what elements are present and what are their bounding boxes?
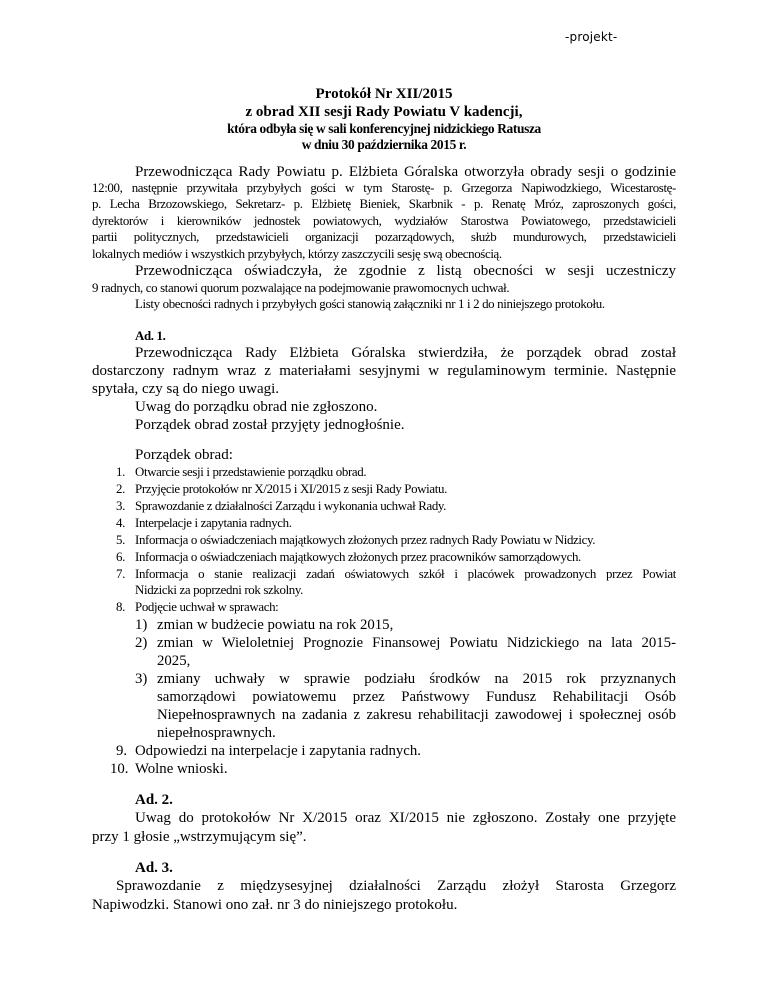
subitem-continuation: samorządowi powiatowemu przez Państwowy Fundusz Rehabilitacji Osób — [157, 689, 676, 705]
agenda-item: Przyjęcie protokołów nr X/2015 i XI/2015 z sesji Rady Powiatu. — [135, 482, 447, 496]
intro-line: lokalnych mediów i wszystkich przybyłych, którzy zaszczycili sesję swą obecnością. — [92, 247, 502, 261]
protocol-venue: która odbyła się w sali konferencyjnej nidzickiego Ratusza — [227, 121, 541, 136]
ad2-line: przy 1 głosie „wstrzymującym się”. — [92, 829, 307, 845]
agenda-item-number: 3. — [116, 499, 125, 513]
intro-line: partii politycznych, przedstawicieli organizacji pozarządowych, służb mundurowych, przedstawicieli — [92, 230, 676, 244]
subitem-number: 1) — [135, 617, 148, 633]
agenda-item-continuation: Nidzicki za poprzedni rok szkolny. — [135, 583, 304, 597]
agenda-item-number: 10. — [110, 761, 129, 777]
agenda-item: Informacja o stanie realizacji zadań oświatowych szkół i placówek prowadzonych przez Powiat — [135, 567, 676, 581]
agenda-item-number: 7. — [116, 567, 125, 581]
agenda-item-number: 5. — [116, 533, 125, 547]
subitem: zmiany uchwały w sprawie podziału środków na 2015 rok przyznanych — [157, 671, 676, 687]
subitem-continuation: niepełnosprawnych. — [157, 725, 276, 741]
agenda-item-number: 6. — [116, 550, 125, 564]
intro-line: 9 radnych, co stanowi quorum pozwalające na podejmowanie prawomocnych uchwał. — [92, 281, 510, 295]
ad1-line: Przewodnicząca Rady Elżbieta Góralska stwierdziła, że porządek obrad został — [135, 345, 676, 361]
subitem: zmian w budżecie powiatu na rok 2015, — [157, 617, 394, 633]
agenda-item: Wolne wnioski. — [135, 761, 228, 777]
agenda-heading: Porządek obrad: — [135, 447, 233, 463]
subitem-continuation: Niepełnosprawnych na zadania z zakresu rehabilitacji zawodowej i społecznej osób — [157, 707, 676, 723]
ad2-line: Uwag do protokołów Nr X/2015 oraz XI/2015 nie zgłoszono. Zostały one przyjęte — [135, 810, 676, 826]
agenda-item-number: 1. — [116, 465, 125, 479]
protocol-subtitle: z obrad XII sesji Rady Powiatu V kadencji, — [245, 104, 523, 120]
intro-line: dyrektorów i kierowników jednostek powiatowych, wydziałów Starostwa Powiatowego, przedstawicieli — [92, 214, 676, 228]
protocol-date: w dniu 30 października 2015 r. — [301, 137, 467, 152]
agenda-item: Interpelacje i zapytania radnych. — [135, 516, 292, 530]
agenda-item-number: 9. — [116, 743, 128, 759]
section-heading-ad3: Ad. 3. — [135, 860, 173, 876]
ad3-line: Sprawozdanie z międzysesyjnej działalności Zarządu złożył Starosta Grzegorz — [116, 878, 676, 894]
subitem-number: 2) — [135, 635, 148, 651]
subitem: zmian w Wieloletniej Prognozie Finansowej Powiatu Nidzickiego na lata 2015- — [157, 635, 676, 651]
agenda-item: Otwarcie sesji i przedstawienie porządku obrad. — [135, 465, 367, 479]
intro-line: p. Lecha Brzozowskiego, Sekretarz- p. Elżbietę Bieniek, Skarbnik - p. Renatę Mróz, zaproszonych gości, — [92, 197, 676, 211]
ad1-line: dostarczony radnym wraz z materiałami sesyjnymi w regulaminowym terminie. Następnie — [92, 363, 676, 379]
agenda-item: Informacja o oświadczeniach majątkowych złożonych przez radnych Rady Powiatu w Nidzicy. — [135, 533, 596, 547]
agenda-item: Sprawozdanie z działalności Zarządu i wykonania uchwał Rady. — [135, 499, 447, 513]
ad1-line: Uwag do porządku obrad nie zgłoszono. — [135, 399, 378, 415]
ad3-line: Napiwodzki. Stanowi ono zał. nr 3 do niniejszego protokołu. — [92, 897, 458, 913]
agenda-item-number: 2. — [116, 482, 125, 496]
agenda-item: Odpowiedzi na interpelacje i zapytania radnych. — [135, 743, 421, 759]
agenda-item-number: 4. — [116, 516, 125, 530]
agenda-item: Informacja o oświadczeniach majątkowych złożonych przez pracowników samorządowych. — [135, 550, 581, 564]
intro-line: Przewodnicząca Rady Powiatu p. Elżbieta Góralska otworzyła obrady sesji o godzinie — [135, 164, 676, 180]
subitem-number: 3) — [135, 671, 148, 687]
ad1-line: spytała, czy są do niego uwagi. — [92, 381, 280, 397]
agenda-item: Podjęcie uchwał w sprawach: — [135, 600, 279, 614]
intro-line: 12:00, następnie przywitała przybyłych gości w tym Starostę- p. Grzegorza Napiwodzkiego, Wicestarostę- — [92, 181, 676, 195]
protocol-title: Protokół Nr XII/2015 — [315, 86, 453, 102]
draft-marker: -projekt- — [565, 30, 618, 44]
section-heading-ad2: Ad. 2. — [135, 792, 173, 808]
section-heading-ad1: Ad. 1. — [135, 329, 166, 343]
ad1-line: Porządek obrad został przyjęty jednogłośnie. — [135, 417, 405, 433]
agenda-item-number: 8. — [116, 600, 125, 614]
intro-line: Przewodnicząca oświadczyła, że zgodnie z listą obecności w sesji uczestniczy — [135, 263, 676, 279]
subitem-continuation: 2025, — [157, 653, 191, 669]
intro-line: Listy obecności radnych i przybyłych gości stanowią załączniki nr 1 i 2 do niniejszego protokołu. — [135, 297, 605, 311]
